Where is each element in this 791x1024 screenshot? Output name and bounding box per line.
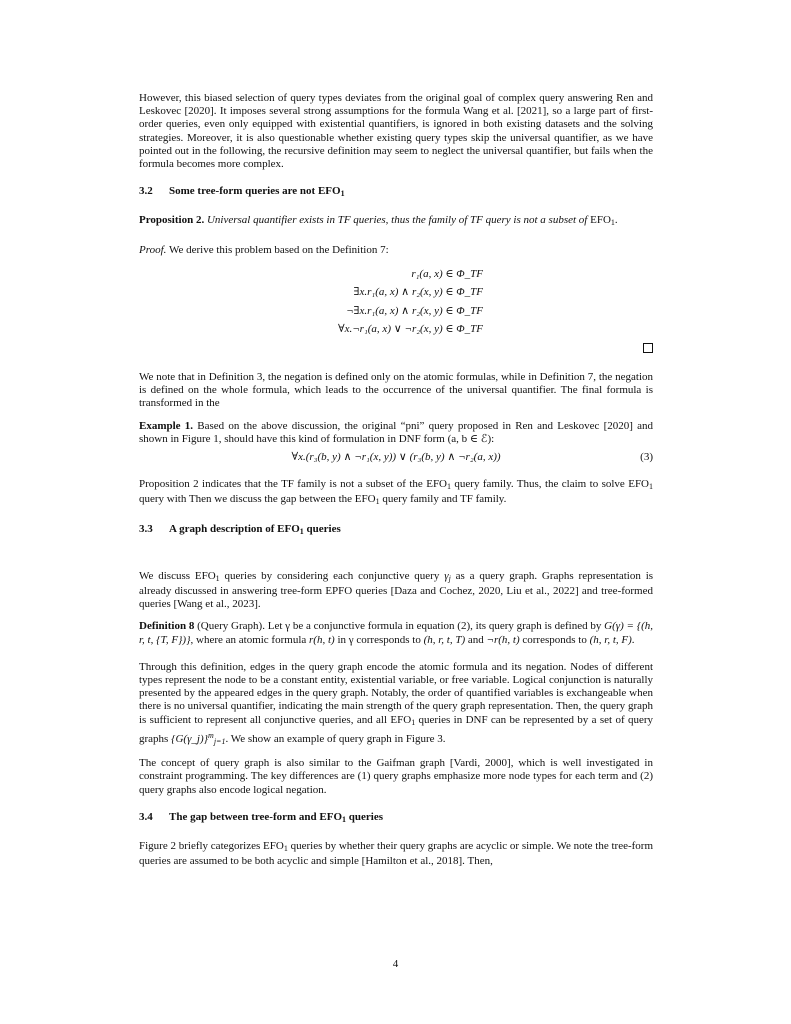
definition-8: Definition 8 (Query Graph). Let γ be a conjunctive formula in equation (2), its query graph is defined by G(γ) = {(h, r, t, {T, F})}, where an atomic formula r(h, t) in γ corresponds to (h, r, t, T) and ¬r(h, t) corresponds to (h, r, t, F).: [139, 620, 654, 646]
section-3-4-paragraph: Figure 2 briefly categorizes $EFO_1$ queries by whether their query graphs are acyclic or simple. We note the tree-form queries are assumed to be both acyclic and simple [Hamilton et al., 2018]. Then,: [139, 839, 654, 868]
equation-line: ¬∃x.r₁(a, x) ∧ r₂(x, y) ∈ Φ_TF: [346, 304, 483, 317]
qed-square-icon: [643, 343, 653, 353]
proposition-2: Proposition 2. Universal quantifier exists in TF queries, thus the family of TF query is not a subset of $EFO_1$.: [139, 214, 618, 228]
proposition-2-discussion: Proposition 2 indicates that the TF family is not a subset of the $EFO_1$ query family. Thus, the claim to solve $EFO_1$ query with Then we discuss the gap between the $EFO_1$ query family and TF family.: [139, 478, 653, 507]
query-graph-paragraph: Through this definition, edges in the query graph encode the atomic formula and its negation. Nodes of different types represent the node to be a constant entity, existential variable, or free variable. Logical conjunction is naturally presented by the appeared edges in the query graph. Notably, the order of quantified variables is exchangeable when there is no universal quantifier, indicating the main strength of the query graph representation. Then, the query graph is sufficient to represent all conjunctive queries, and all $EFO_1$ queries in DNF can be represented by a set of query graphs {G(γ_j)}$^m_{j=1}$. We show an example of query graph in Figure 3.: [139, 660, 654, 746]
intro-paragraph: However, this biased selection of query types deviates from the original goal of complex query answering Ren and Leskovec [2020]. It imposes several strong assumptions for the formula Wang et al. [2021], so a large part of first-order queries, even only equipped with existential quantifiers, is ignored in both existing datasets and the solving strategies. Moreover, it is also questionable whether existing query types skip the universal quantifier, as we have pointed out in the following, the recursive definition may seem to neglect the universal quantifier, but fails when the formula becomes more complex.: [139, 92, 653, 171]
section-3-4-heading: 3.4 The gap between tree-form and $EFO_1$ queries: [139, 810, 384, 824]
example-1: Example 1. Based on the above discussion, the original “pni” query proposed in Ren and Leskovec [2020] and shown in Figure 1, should have this kind of formulation in DNF form (a, b ∈ ℰ):: [139, 419, 654, 445]
note-paragraph: We note that in Definition 3, the negation is defined only on the atomic formulas, while in Definition 7, the negation is defined on the whole formula, which leads to the occurrence of the universal quantifier. The final formula is transformed in the: [139, 371, 653, 410]
qed-box: [139, 343, 653, 357]
proof-equations: [139, 265, 653, 339]
gaifman-paragraph: The concept of query graph is also similar to the Gaifman graph [Vardi, 2000], which is well investigated in constraint programming. The key differences are (1) query graphs emphasize more node types for each term and (2) query graphs also encode logical negation.: [139, 757, 653, 796]
section-3-3-heading: 3.3 A graph description of $EFO_1$ queries: [139, 522, 341, 536]
section-3-2-heading: 3.2 Some tree-form queries are not $EFO_1$: [139, 185, 345, 199]
paper-page: [139, 92, 653, 868]
equation-line: ∀x.¬r₁(a, x) ∨ ¬r₂(x, y) ∈ Φ_TF: [337, 323, 483, 336]
equation-line: ∃x.r₁(a, x) ∧ r₂(x, y) ∈ Φ_TF: [353, 286, 483, 299]
equation-line: r₁(a, x) ∈ Φ_TF: [411, 267, 483, 280]
equation-3: ∀x.(r₃(b, y) ∧ ¬r₁(x, y)) ∨ (r₃(b, y) ∧ ¬r₂(a, x)) (3): [291, 451, 653, 464]
proof-intro: Proof. We derive this problem based on the Definition 7:: [139, 243, 389, 256]
page-number: 4: [392, 958, 399, 970]
section-3-3-paragraph: We discuss $EFO_1$ queries by considering each conjunctive query $\gamma_j$ as a query graph. Graphs representation is already discussed in answering tree-form EPFO queries [Daza and Cochez, 2020, Liu et al., 2022] and tree-formed queries [Wang et al., 2023].: [139, 569, 654, 611]
equation-number: (3): [640, 451, 653, 464]
